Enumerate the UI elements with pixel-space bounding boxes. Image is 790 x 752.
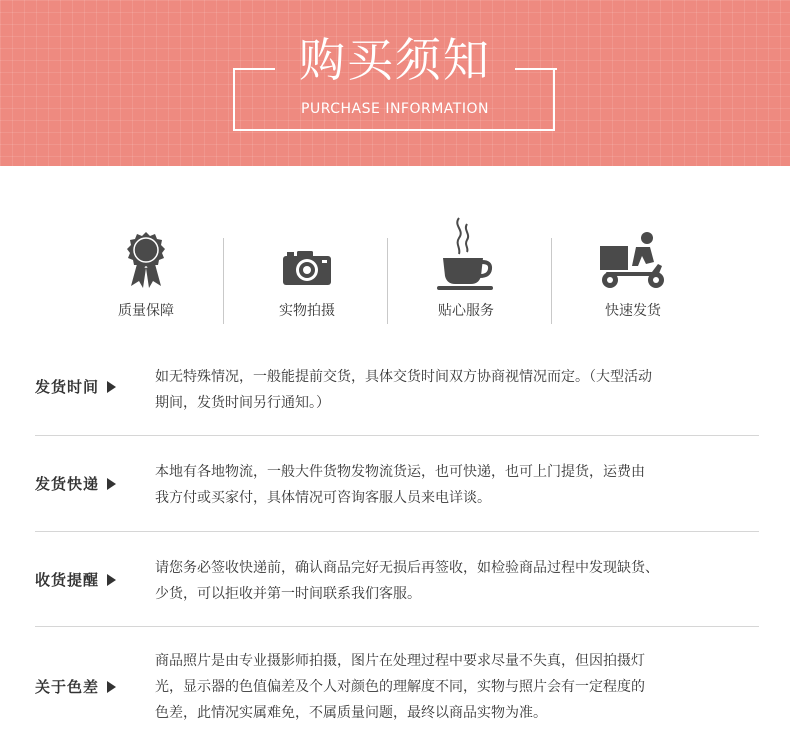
feature-photo [257, 230, 357, 330]
section-heading [35, 376, 116, 397]
section-text-line: 商品照片是由专业摄影师拍摄，图片在处理过程中要求尽量不失真，但因拍摄灯 [155, 653, 645, 669]
feature-label-service: 贴心服务 [438, 303, 494, 319]
feature-divider [551, 238, 552, 324]
feature-quality [96, 230, 196, 330]
camera-icon [282, 248, 332, 290]
section-divider [35, 531, 759, 532]
section-text-line: 我方付或买家付，具体情况可咨询客服人员来电详谈。 [155, 490, 491, 506]
section-title: 发货时间 [35, 378, 100, 396]
section-heading [35, 473, 116, 494]
section-text-line: 本地有各地物流，一般大件货物发物流货运，也可快递，也可上门提货，运费由 [155, 464, 645, 480]
section-color-difference [35, 648, 759, 732]
section-divider [35, 435, 759, 436]
delivery-scooter-icon [598, 230, 668, 294]
section-shipping-courier [35, 459, 759, 519]
coffee-cup-icon [437, 214, 495, 296]
section-divider [35, 626, 759, 627]
feature-divider [223, 238, 224, 324]
section-text-line: 请您务必签收快递前，确认商品完好无损后再签收，如检验商品过程中发现缺货、 [155, 560, 659, 576]
section-text-line: 期间，发货时间另行通知。） [155, 395, 330, 411]
feature-divider [387, 238, 388, 324]
triangle-right-icon [107, 574, 116, 586]
page-title: 购买须知 [299, 33, 491, 87]
section-receipt-reminder [35, 555, 759, 615]
triangle-right-icon [107, 478, 116, 490]
section-title: 关于色差 [35, 678, 100, 696]
section-text-line: 少货，可以拒收并第一时间联系我们客服。 [155, 586, 421, 602]
section-title: 收货提醒 [35, 571, 100, 589]
section-text [155, 555, 765, 607]
section-heading [35, 676, 116, 697]
section-text-line: 如无特殊情况，一般能提前交货，具体交货时间双方协商视情况而定。（大型活动 [155, 369, 652, 385]
quality-badge-icon [123, 230, 169, 292]
section-text [155, 648, 765, 726]
feature-label-quality: 质量保障 [118, 303, 174, 319]
page-subtitle: PURCHASE INFORMATION [301, 101, 489, 117]
triangle-right-icon [107, 681, 116, 693]
feature-service [416, 230, 516, 330]
section-heading [35, 569, 116, 590]
triangle-right-icon [107, 381, 116, 393]
section-shipping-time [35, 364, 759, 424]
section-text [155, 364, 765, 416]
feature-label-delivery: 快速发货 [605, 303, 661, 319]
feature-label-photo: 实物拍摄 [279, 303, 335, 319]
section-title: 发货快递 [35, 475, 100, 493]
section-text [155, 459, 765, 511]
feature-delivery [583, 230, 683, 330]
section-text-line: 色差，此情况实属难免，不属质量问题，最终以商品实物为准。 [155, 705, 547, 721]
section-text-line: 光，显示器的色值偏差及个人对颜色的理解度不同，实物与照片会有一定程度的 [155, 679, 645, 695]
header-banner [0, 0, 790, 166]
